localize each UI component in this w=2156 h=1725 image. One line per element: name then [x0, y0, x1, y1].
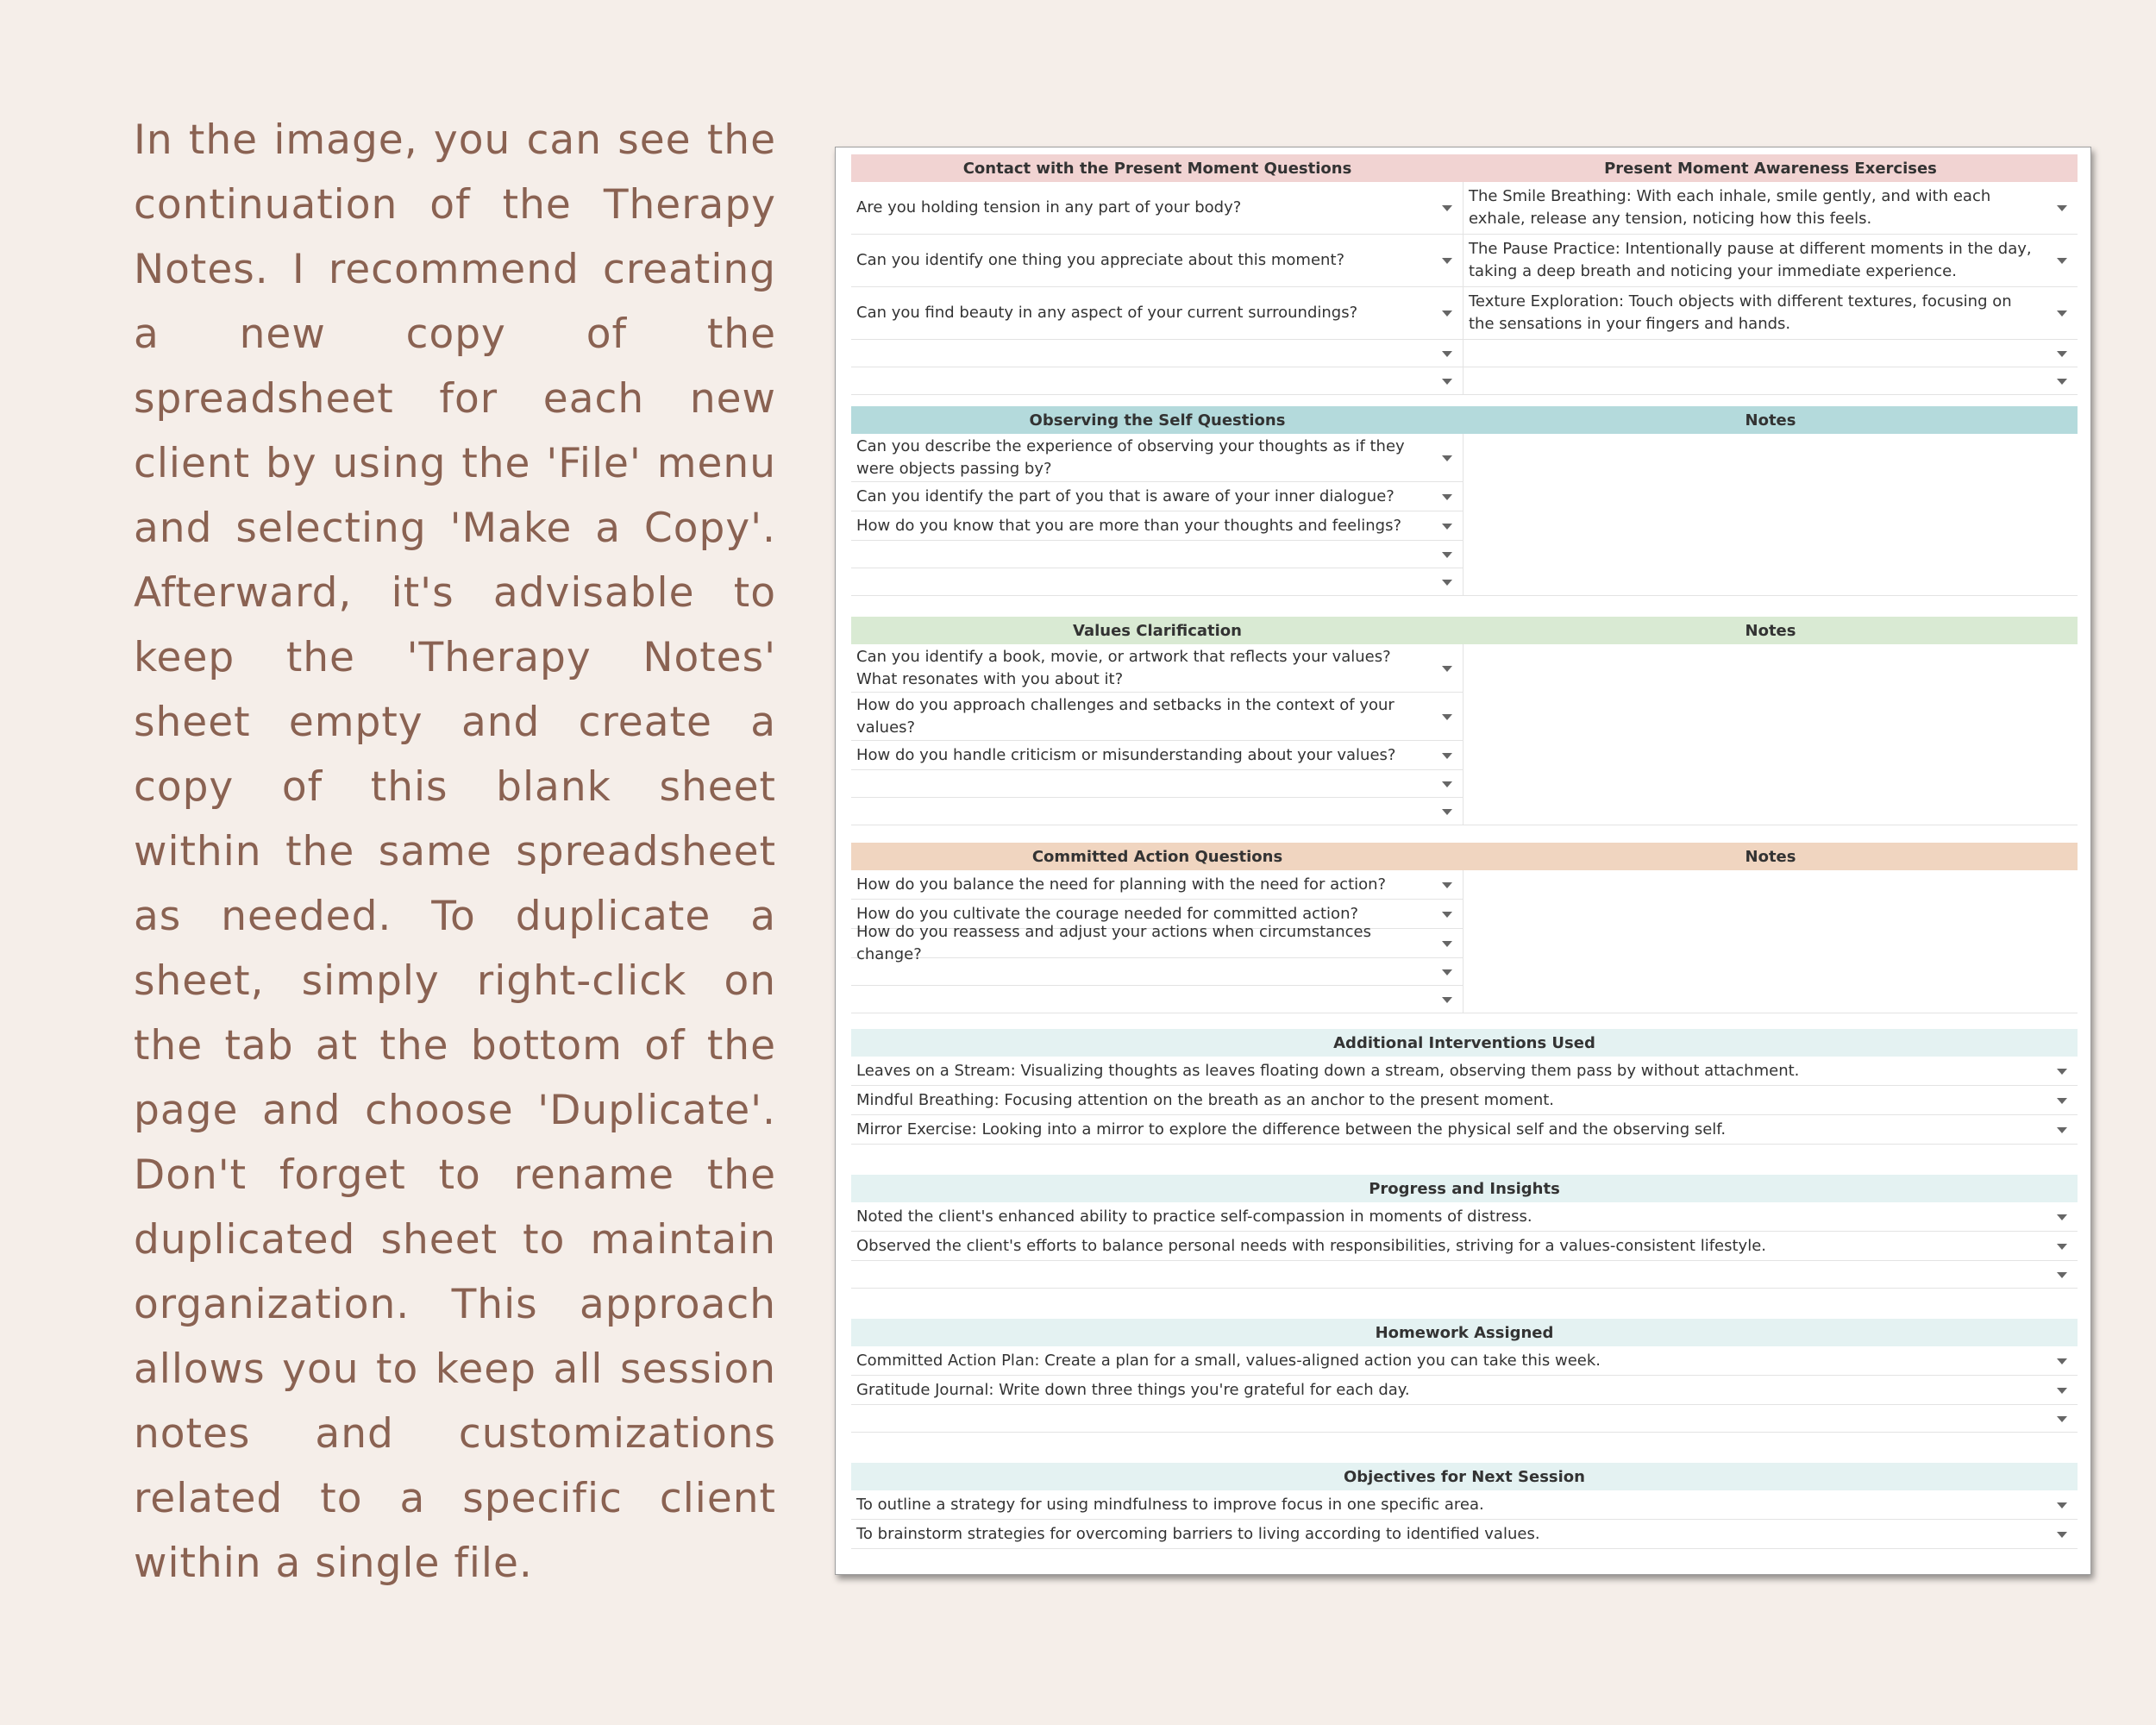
dropdown-arrow-icon[interactable] [1442, 310, 1452, 317]
exercise-cell[interactable] [1463, 367, 2078, 394]
section-body [851, 644, 2078, 825]
progress-section [851, 1175, 2078, 1289]
table-row [851, 1376, 2078, 1405]
table-row [851, 922, 1463, 963]
present-moment-exercises-header: Present Moment Awareness Exercises [1604, 159, 1937, 178]
question-column [851, 644, 1463, 825]
exercise-cell[interactable] [1463, 235, 2078, 286]
table-row [851, 1520, 2078, 1549]
table-row [851, 870, 1463, 900]
dropdown-arrow-icon[interactable] [2057, 351, 2067, 357]
dropdown-arrow-icon[interactable] [1442, 941, 1452, 947]
progress-cell[interactable] [851, 1261, 2078, 1288]
cell-text: Mirror Exercise: Looking into a mirror to explore the difference between the physical self and the observing self. [856, 1120, 1727, 1138]
question-cell[interactable] [851, 568, 1463, 595]
dropdown-arrow-icon[interactable] [2057, 1069, 2067, 1075]
dropdown-arrow-icon[interactable] [2057, 1098, 2067, 1104]
question-cell[interactable] [851, 644, 1463, 692]
cell-text: Can you find beauty in any aspect of your current surroundings? [856, 304, 1358, 322]
dropdown-arrow-icon[interactable] [2057, 258, 2067, 264]
table-row [851, 1232, 2078, 1261]
table-row [851, 434, 1463, 482]
section-body [851, 870, 2078, 1013]
cell-text: Leaves on a Stream: Visualizing thoughts as leaves floating down a stream, observing them pass by without attachment. [856, 1061, 1800, 1080]
table-row [851, 693, 1463, 741]
spreadsheet-panel [835, 147, 2091, 1575]
dropdown-arrow-icon[interactable] [1442, 379, 1452, 385]
cell-text: Can you describe the experience of observing your thoughts as if they were objects passing by? [856, 436, 1405, 478]
homework-cell[interactable] [851, 1376, 2078, 1404]
table-row [851, 1261, 2078, 1289]
question-cell[interactable] [851, 235, 1463, 286]
table-row [851, 798, 1463, 825]
objectives-section [851, 1463, 2078, 1549]
dropdown-arrow-icon[interactable] [1442, 205, 1452, 211]
table-row [851, 287, 2078, 340]
question-cell[interactable] [851, 958, 1463, 985]
cell-text: How do you balance the need for planning with the need for action? [856, 875, 1387, 894]
cell-text: How do you approach challenges and setbacks in the context of your values? [856, 695, 1395, 737]
present-moment-questions-header: Contact with the Present Moment Questions [962, 159, 1352, 178]
cell-text: To brainstorm strategies for overcoming barriers to living according to identified values. [856, 1524, 1540, 1543]
question-cell[interactable] [851, 986, 1463, 1013]
exercise-cell[interactable] [1463, 287, 2078, 339]
dropdown-arrow-icon[interactable] [2057, 1127, 2067, 1133]
dropdown-arrow-icon[interactable] [1442, 882, 1452, 888]
table-row [851, 568, 1463, 596]
dropdown-arrow-icon[interactable] [2057, 379, 2067, 385]
cell-text: The Smile Breathing: With each inhale, smile gently, and with each exhale, release any tension, noticing how this feels. [1469, 187, 1991, 228]
section-body [851, 434, 2078, 596]
dropdown-arrow-icon[interactable] [2057, 1388, 2067, 1394]
question-cell[interactable] [851, 922, 1463, 963]
question-cell[interactable] [851, 770, 1463, 797]
dropdown-arrow-icon[interactable] [1442, 258, 1452, 264]
table-row [851, 644, 1463, 693]
exercise-cell[interactable] [1463, 182, 2078, 234]
values-clarification-header: Values Clarification [1073, 621, 1242, 640]
cell-text: Observed the client's efforts to balance personal needs with responsibilities, striving for a values-consistent lifestyle. [856, 1236, 1767, 1255]
committed-action-header [851, 843, 2078, 870]
objectives-header [851, 1463, 2078, 1490]
intervention-cell[interactable] [851, 1115, 2078, 1144]
dropdown-arrow-icon[interactable] [2057, 205, 2067, 211]
dropdown-arrow-icon[interactable] [1442, 455, 1452, 461]
dropdown-arrow-icon[interactable] [1442, 714, 1452, 720]
cell-text: How do you know that you are more than your thoughts and feelings? [856, 516, 1402, 535]
question-cell[interactable] [851, 482, 1463, 511]
progress-cell[interactable] [851, 1202, 2078, 1231]
notes-cell[interactable] [1463, 644, 2078, 825]
question-cell[interactable] [851, 367, 1463, 394]
objective-cell[interactable] [851, 1520, 2078, 1548]
cell-text: The Pause Practice: Intentionally pause at different moments in the day, taking a deep breath and noticing your immediate experience. [1469, 240, 2032, 280]
cell-text: How do you reassess and adjust your actions when circumstances change? [856, 922, 1371, 963]
dropdown-arrow-icon[interactable] [2057, 1358, 2067, 1364]
dropdown-arrow-icon[interactable] [1442, 494, 1452, 500]
section-title: Homework Assigned [1375, 1323, 1554, 1342]
table-row [851, 1115, 2078, 1145]
intro-paragraph: In the image, you can see the continuation of the Therapy Notes. I recommend creating a new copy of the spreadsheet for each new client by using the 'File' menu and selecting 'Make a Copy'. Afterward, it's advisable to keep the 'Therapy Notes' sheet empty and create a copy of this blank sheet within the same spreadsheet as needed. To duplicate a sheet, simply right-click on the tab at the bottom of the page and choose 'Duplicate'. Don't forget to rename the duplicated sheet to maintain organization. This approach allows you to keep all session notes and customizations related to a specific client within a single file. [134, 116, 776, 1587]
cell-text: Texture Exploration: Touch objects with different textures, focusing on the sensations in your fingers and hands. [1469, 292, 2012, 333]
table-row [851, 1405, 2078, 1433]
notes-header: Notes [1745, 847, 1796, 866]
dropdown-arrow-icon[interactable] [1442, 666, 1452, 672]
table-row [851, 1202, 2078, 1232]
question-column [851, 434, 1463, 596]
table-row [851, 182, 2078, 235]
homework-cell[interactable] [851, 1346, 2078, 1375]
table-row [851, 235, 2078, 287]
progress-header [851, 1175, 2078, 1202]
dropdown-arrow-icon[interactable] [1442, 912, 1452, 918]
dropdown-arrow-icon[interactable] [2057, 1244, 2067, 1250]
question-cell[interactable] [851, 798, 1463, 825]
values-section [851, 617, 2078, 825]
homework-header [851, 1319, 2078, 1346]
notes-cell[interactable] [1463, 870, 2078, 1013]
intervention-cell[interactable] [851, 1057, 2078, 1085]
homework-cell[interactable] [851, 1405, 2078, 1432]
dropdown-arrow-icon[interactable] [1442, 753, 1452, 759]
homework-section [851, 1319, 2078, 1433]
dropdown-arrow-icon[interactable] [2057, 1214, 2067, 1220]
objective-cell[interactable] [851, 1490, 2078, 1519]
table-row [851, 482, 1463, 511]
table-row [851, 541, 1463, 568]
intervention-cell[interactable] [851, 1086, 2078, 1114]
question-cell[interactable] [851, 741, 1463, 769]
cell-text: Mindful Breathing: Focusing attention on the breath as an anchor to the present moment. [856, 1090, 1555, 1109]
cell-text: Noted the client's enhanced ability to practice self-compassion in moments of distress. [856, 1207, 1532, 1226]
cell-text: Can you identify the part of you that is aware of your inner dialogue? [856, 486, 1395, 505]
dropdown-arrow-icon[interactable] [2057, 310, 2067, 317]
cell-text: Can you identify one thing you appreciate about this moment? [856, 251, 1345, 269]
notes-header: Notes [1745, 411, 1796, 430]
committed-action-questions-header: Committed Action Questions [1031, 847, 1283, 866]
dropdown-arrow-icon[interactable] [1442, 997, 1452, 1003]
observing-self-questions-header: Observing the Self Questions [1029, 411, 1286, 430]
section-title: Additional Interventions Used [1333, 1033, 1595, 1052]
table-row [851, 741, 1463, 770]
progress-cell[interactable] [851, 1232, 2078, 1260]
cell-text: How do you handle criticism or misunderstanding about your values? [856, 745, 1396, 764]
question-column [851, 870, 1463, 1013]
present-moment-header [851, 154, 2078, 182]
present-moment-section [851, 154, 2078, 395]
committed-action-section [851, 843, 2078, 1013]
question-cell[interactable] [851, 693, 1463, 740]
dropdown-arrow-icon[interactable] [1442, 969, 1452, 975]
notes-header: Notes [1745, 621, 1796, 640]
dropdown-arrow-icon[interactable] [1442, 809, 1452, 815]
dropdown-arrow-icon[interactable] [1442, 781, 1452, 787]
dropdown-arrow-icon[interactable] [2057, 1272, 2067, 1278]
table-row [851, 1086, 2078, 1115]
dropdown-arrow-icon[interactable] [1442, 580, 1452, 586]
table-row [851, 367, 2078, 395]
table-row [851, 986, 1463, 1013]
cell-text: Gratitude Journal: Write down three things you're grateful for each day. [856, 1380, 1410, 1399]
question-cell[interactable] [851, 340, 1463, 367]
dropdown-arrow-icon[interactable] [1442, 351, 1452, 357]
table-row [851, 770, 1463, 798]
observing-self-header [851, 406, 2078, 434]
section-title: Objectives for Next Session [1344, 1467, 1585, 1486]
dropdown-arrow-icon[interactable] [2057, 1502, 2067, 1509]
cell-text: Are you holding tension in any part of your body? [856, 198, 1242, 216]
question-cell[interactable] [851, 870, 1463, 899]
cell-text: To outline a strategy for using mindfulness to improve focus in one specific area. [856, 1495, 1484, 1514]
observing-self-section [851, 406, 2078, 596]
dropdown-arrow-icon[interactable] [1442, 552, 1452, 558]
additional-interventions-section [851, 1029, 2078, 1145]
table-row [851, 511, 1463, 541]
exercise-cell[interactable] [1463, 340, 2078, 367]
table-row [851, 1490, 2078, 1520]
question-cell[interactable] [851, 434, 1463, 481]
question-cell[interactable] [851, 511, 1463, 540]
table-row [851, 1346, 2078, 1376]
cell-text: Can you identify a book, movie, or artwork that reflects your values? What resonates with you about it? [856, 647, 1391, 688]
additional-interventions-header [851, 1029, 2078, 1057]
dropdown-arrow-icon[interactable] [2057, 1532, 2067, 1538]
dropdown-arrow-icon[interactable] [2057, 1416, 2067, 1422]
question-cell[interactable] [851, 182, 1463, 234]
question-cell[interactable] [851, 541, 1463, 568]
table-row [851, 1057, 2078, 1086]
table-row [851, 958, 1463, 986]
notes-cell[interactable] [1463, 434, 2078, 596]
table-row [851, 340, 2078, 367]
dropdown-arrow-icon[interactable] [1442, 524, 1452, 530]
cell-text: Committed Action Plan: Create a plan for a small, values-aligned action you can take this week. [856, 1351, 1601, 1370]
question-cell[interactable] [851, 287, 1463, 339]
section-title: Progress and Insights [1369, 1179, 1560, 1198]
values-header [851, 617, 2078, 644]
cell-text: How do you cultivate the courage needed for committed action? [856, 904, 1359, 923]
